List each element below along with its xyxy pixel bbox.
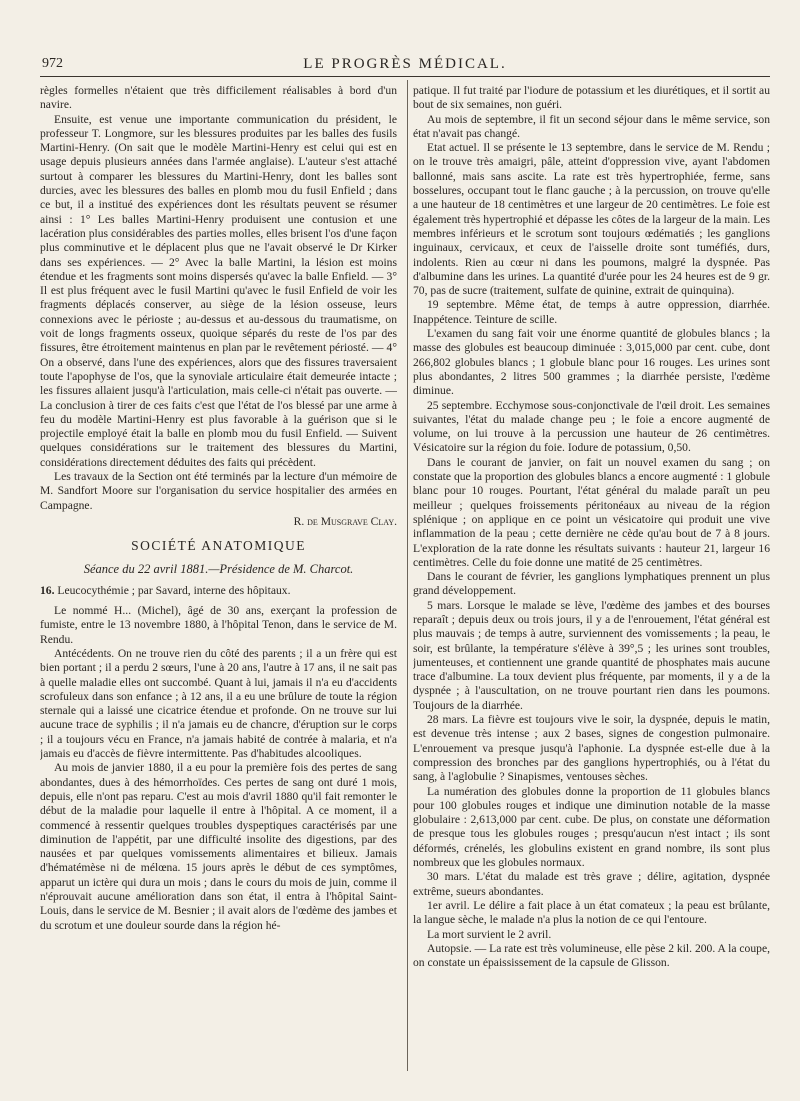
paragraph: La numération des globules donne la proportion de 11 globules blancs pour 100 globules rouges et indique une diminution notable de la masse globulaire : 2,613,000 par cent. cube. De plus, on constate une déformation de presque tous les globules rouges ; presqu'aucun n'est intact ; ils sont déformés, crénelés, les globulins existent en grand nombre, ils sont plus nombreux que les globules normaux.	[413, 784, 770, 870]
right-column	[413, 84, 770, 1084]
observation-number: 16.	[40, 583, 55, 597]
columns	[40, 84, 770, 1084]
paragraph: Les travaux de la Section ont été terminés par la lecture d'un mémoire de M. Sandfort Moore sur l'organisation du service hospitalier des armées en Campagne.	[40, 470, 397, 512]
paragraph: 5 mars. Lorsque le malade se lève, l'œdème des jambes et des bourses reparaît ; depuis deux ou trois jours, il y a de l'enrouement, l'état général est plus mauvais ; de temps à autre, surviennent des vomissements ; la peau, le soir, est brûlante, la température s'élève à 39°,5 ; les urines sont troubles, jumenteuses, et contiennent une grande quantité de phosphates mais aucune trace d'albumine. La toux devient plus fréquente, par moments, il y a de la dyspnée ; à l'auscultation, on ne trouve pourtant rien dans les poumons. Toujours de la diarrhée.	[413, 598, 770, 712]
paragraph: Antécédents. On ne trouve rien du côté des parents ; il a un frère qui est bien portant ; il a perdu 2 sœurs, l'une à 20 ans, l'autre à 17 ans, il ne sait pas à quelle maladie elles ont succombé. Quant à lui, jamais il n'a eu d'accidents scrofuleux dans son enfance ; à 12 ans, il a eu une brûlure de toute la région sternale qui a laissé une cicatrice étendue et profonde. On ne trouve sur lui aucune trace de syphilis ; il n'a jamais eu de chancre, d'éruption sur le corps ; il a toujours vécu en France, n'a jamais habité de contrée à malaria, et n'a jamais eu d'accès de fièvre intermittente. Pas d'habitudes alcooliques.	[40, 646, 397, 761]
paragraph: 1er avril. Le délire a fait place à un état comateux ; la peau est brûlante, la langue sèche, le malade n'a plus la notion de ce qui l'entoure.	[413, 898, 770, 927]
paragraph: Autopsie. — La rate est très volumineuse, elle pèse 2 kil. 200. A la coupe, on constate un épaississement de la capsule de Glisson.	[413, 941, 770, 970]
paragraph: La mort survient le 2 avril.	[427, 927, 552, 941]
left-column	[40, 84, 397, 1084]
paragraph: Ensuite, est venue une importante communication du président, le professeur T. Longmore, sur les blessures produites par les balles des fusils Martini-Henry. (On sait que le modèle Martini-Henry est celui qui est en usage depuis plusieurs années dans l'armée anglaise). L'auteur s'est attaché surtout à comparer les blessures du Martini-Henry, dont les balles sont durcies, avec les blessures des balles en plomb mou du fusil Enfield ; dans ce but, il a institué des expériences dont les résultats peuvent se résumer ainsi : 1° Les balles Martini-Henry produisent une contusion et une lacération plus considérables des parties molles, elles brisent l'os d'une façon plus comminutive et le déplacent plus que ne l'avait observé le Dr Kirker dans ses expériences. — 2° Avec la balle Martini, la lésion est moins étendue et les fragments sont moins dispersés qu'avec la balle Enfield. — 3° Il est plus fréquent avec le fusil Martini qu'avec le fusil Enfield de voir les fragments déplacés conserver, au siège de la lésion osseuse, leurs connexions avec le périoste ; au-dessus et au-dessous du traumatisme, on voit de longs fragments osseux, quoique séparés du reste de l'os par des fissures, être étroitement maintenus en plan par le revêtement périosté. — 4° On a observé, dans l'une des expériences, alors que des fissures traversaient toute l'apophyse de l'os, que la synoviale articulaire était demeurée intacte ; les fissures allaient jusqu'à l'articulation, mais celle-ci n'était pas ouverte. — La conclusion à tirer de ces faits c'est que l'état de l'os blessé par une arme à feu du modèle Martini-Henry est plus favorable à la guérison que si le projectile employé était la balle en plomb mou du fusil Enfield. — Suivent quelques considérations sur le traitement des blessures du Martini, considérations directement déduites des faits qui précèdent.	[40, 112, 397, 469]
observation-heading	[40, 584, 397, 598]
page-number: 972	[42, 56, 63, 71]
page-header	[40, 0, 770, 72]
seance-line	[40, 562, 397, 576]
paragraph: Le nommé H... (Michel), âgé de 30 ans, exerçant la profession de fumiste, entre le 13 novembre 1880, à l'hôpital Tenon, dans le service de M. Rendu.	[40, 604, 397, 646]
paragraph: 25 septembre. Ecchymose sous-conjonctivale de l'œil droit. Les semaines suivantes, l'état du malade change peu ; le foie a encore augmenté de volume, on lui trouve à la percussion une hauteur de 26 centimètres. Vésicatoire sur la région du foie. Iodure de potassium, 0,50.	[413, 398, 770, 455]
seance-text: Séance du 22 avril 1881.—Présidence de M. Charcot.	[83, 561, 354, 576]
paragraph: 30 mars. L'état du malade est très grave ; délire, agitation, dyspnée extrême, sueurs abondantes.	[413, 870, 770, 898]
signature: R. de Musgrave Clay.	[293, 514, 397, 528]
header-rule	[40, 76, 770, 77]
paragraph: Dans le courant de février, les ganglions lymphatiques prennent un plus grand développement.	[413, 570, 770, 598]
paragraph: L'examen du sang fait voir une énorme quantité de globules blancs ; la masse des globules est beaucoup diminuée : 3,015,000 par cent. cube, dont 266,802 globules blancs ; 1 globule blanc pour 16 rouges. Les urines sont plus abondantes, 2 litres 500 grammes ; la diarrhée persiste, l'œdème diminue.	[413, 327, 770, 398]
paragraph: patique. Il fut traité par l'iodure de potassium et les diurétiques, et il sortit au bout de six semaines, non guéri.	[413, 84, 770, 112]
paragraph: Au mois de septembre, il fit un second séjour dans le même service, son état n'avait pas changé.	[413, 112, 770, 140]
paragraph: 28 mars. La fièvre est toujours vive le soir, la dyspnée, depuis le matin, est devenue très intense ; aux 2 bases, signes de congestion pulmonaire. L'enrouement va presque jusqu'à l'aphonie. La dyspnée est-elle due à la compression des bronches par des ganglions hypertrophiés, ou à l'état du sang, à l'aglobulie ? Sinapismes, ventouses sèches.	[413, 713, 770, 784]
observation-title: Leucocythémie ; par Savard, interne des hôpitaux.	[57, 583, 291, 597]
section-title: SOCIÉTÉ ANATOMIQUE	[131, 538, 306, 554]
paragraph: règles formelles n'étaient que très difficilement réalisables à bord d'un navire.	[40, 84, 397, 112]
paragraph: 19 septembre. Même état, de temps à autre oppression, diarrhée. Inappétence. Teinture de scille.	[413, 298, 770, 326]
journal-title: LE PROGRÈS MÉDICAL.	[303, 56, 507, 72]
paragraph: Etat actuel. Il se présente le 13 septembre, dans le service de M. Rendu ; on le trouve très amaigri, pâle, atteint d'oppression vive, ayant l'abdomen ballonné, mais sans ascite. La rate est très hypertrophiée, ferme, sans bosselures, occupant tout le flanc gauche ; à la percussion, on trouve qu'elle a une hauteur de 18 centimètres et une largeur de 20 centimètres. Le foie est également très hypertrophié et dépasse les côtes de la largeur de la main. Les membres inférieurs et le scrotum sont toujours œdématiés ; les ganglions inguinaux, cervicaux, et ceux de l'aisselle droite sont tuméfiés, durs, indolents. Rien au cœur ni dans les poumons, malgré la dyspnée. Pas d'albumine dans les urines. La quantité d'urée pour les 24 heures est de 9 gr. 70, pas de sucre (traitement, sulfate de quinine, extrait de quinquina).	[413, 141, 770, 298]
paragraph: Dans le courant de janvier, on fait un nouvel examen du sang ; on constate que la proportion des globules blancs a encore augmenté : 1 globule blanc pour 10 rouges. Pourtant, l'état général du malade paraît un peu meilleur ; quelques froissements péritonéaux au niveau de la région splénique ; on applique en ce point un vésicatoire qui produit une vive inflammation de la peau ; cette dernière ne cède qu'au bout de 7 à 8 jours. L'exploration de la rate donne les résultats suivants : hauteur 21, largeur 16 centimètres. Celle du foie donne une matité de 25 centimètres.	[413, 455, 770, 569]
paragraph: Au mois de janvier 1880, il a eu pour la première fois des pertes de sang abondantes, dues à des hémorrhoïdes. Ces pertes de sang ont duré 1 mois, depuis, elle n'ont pas reparu. C'est au mois d'avril 1880 qu'il fait remonter le début de la maladie pour laquelle il entre à l'hôpital. A ce moment, il a commencé à ressentir quelques troubles dyspeptiques caractérisés par une diminution de l'appétit, par une difficulté insolite des digestions, par des nausées et par quelques vomissements alimentaires et bilieux. Jamais d'hématémèse ni de mélœna. 15 jours après le début de ces symptômes, apparut un ictère qui dura un mois ; dans le cours du mois de juin, comme il n'éprouvait aucune amélioration dans son état, il entra à l'hôpital Saint-Louis, dans le service de M. Besnier ; il avait alors de l'œdème des jambes et du scrotum et une douleur sourde dans la région hé-	[40, 761, 397, 932]
